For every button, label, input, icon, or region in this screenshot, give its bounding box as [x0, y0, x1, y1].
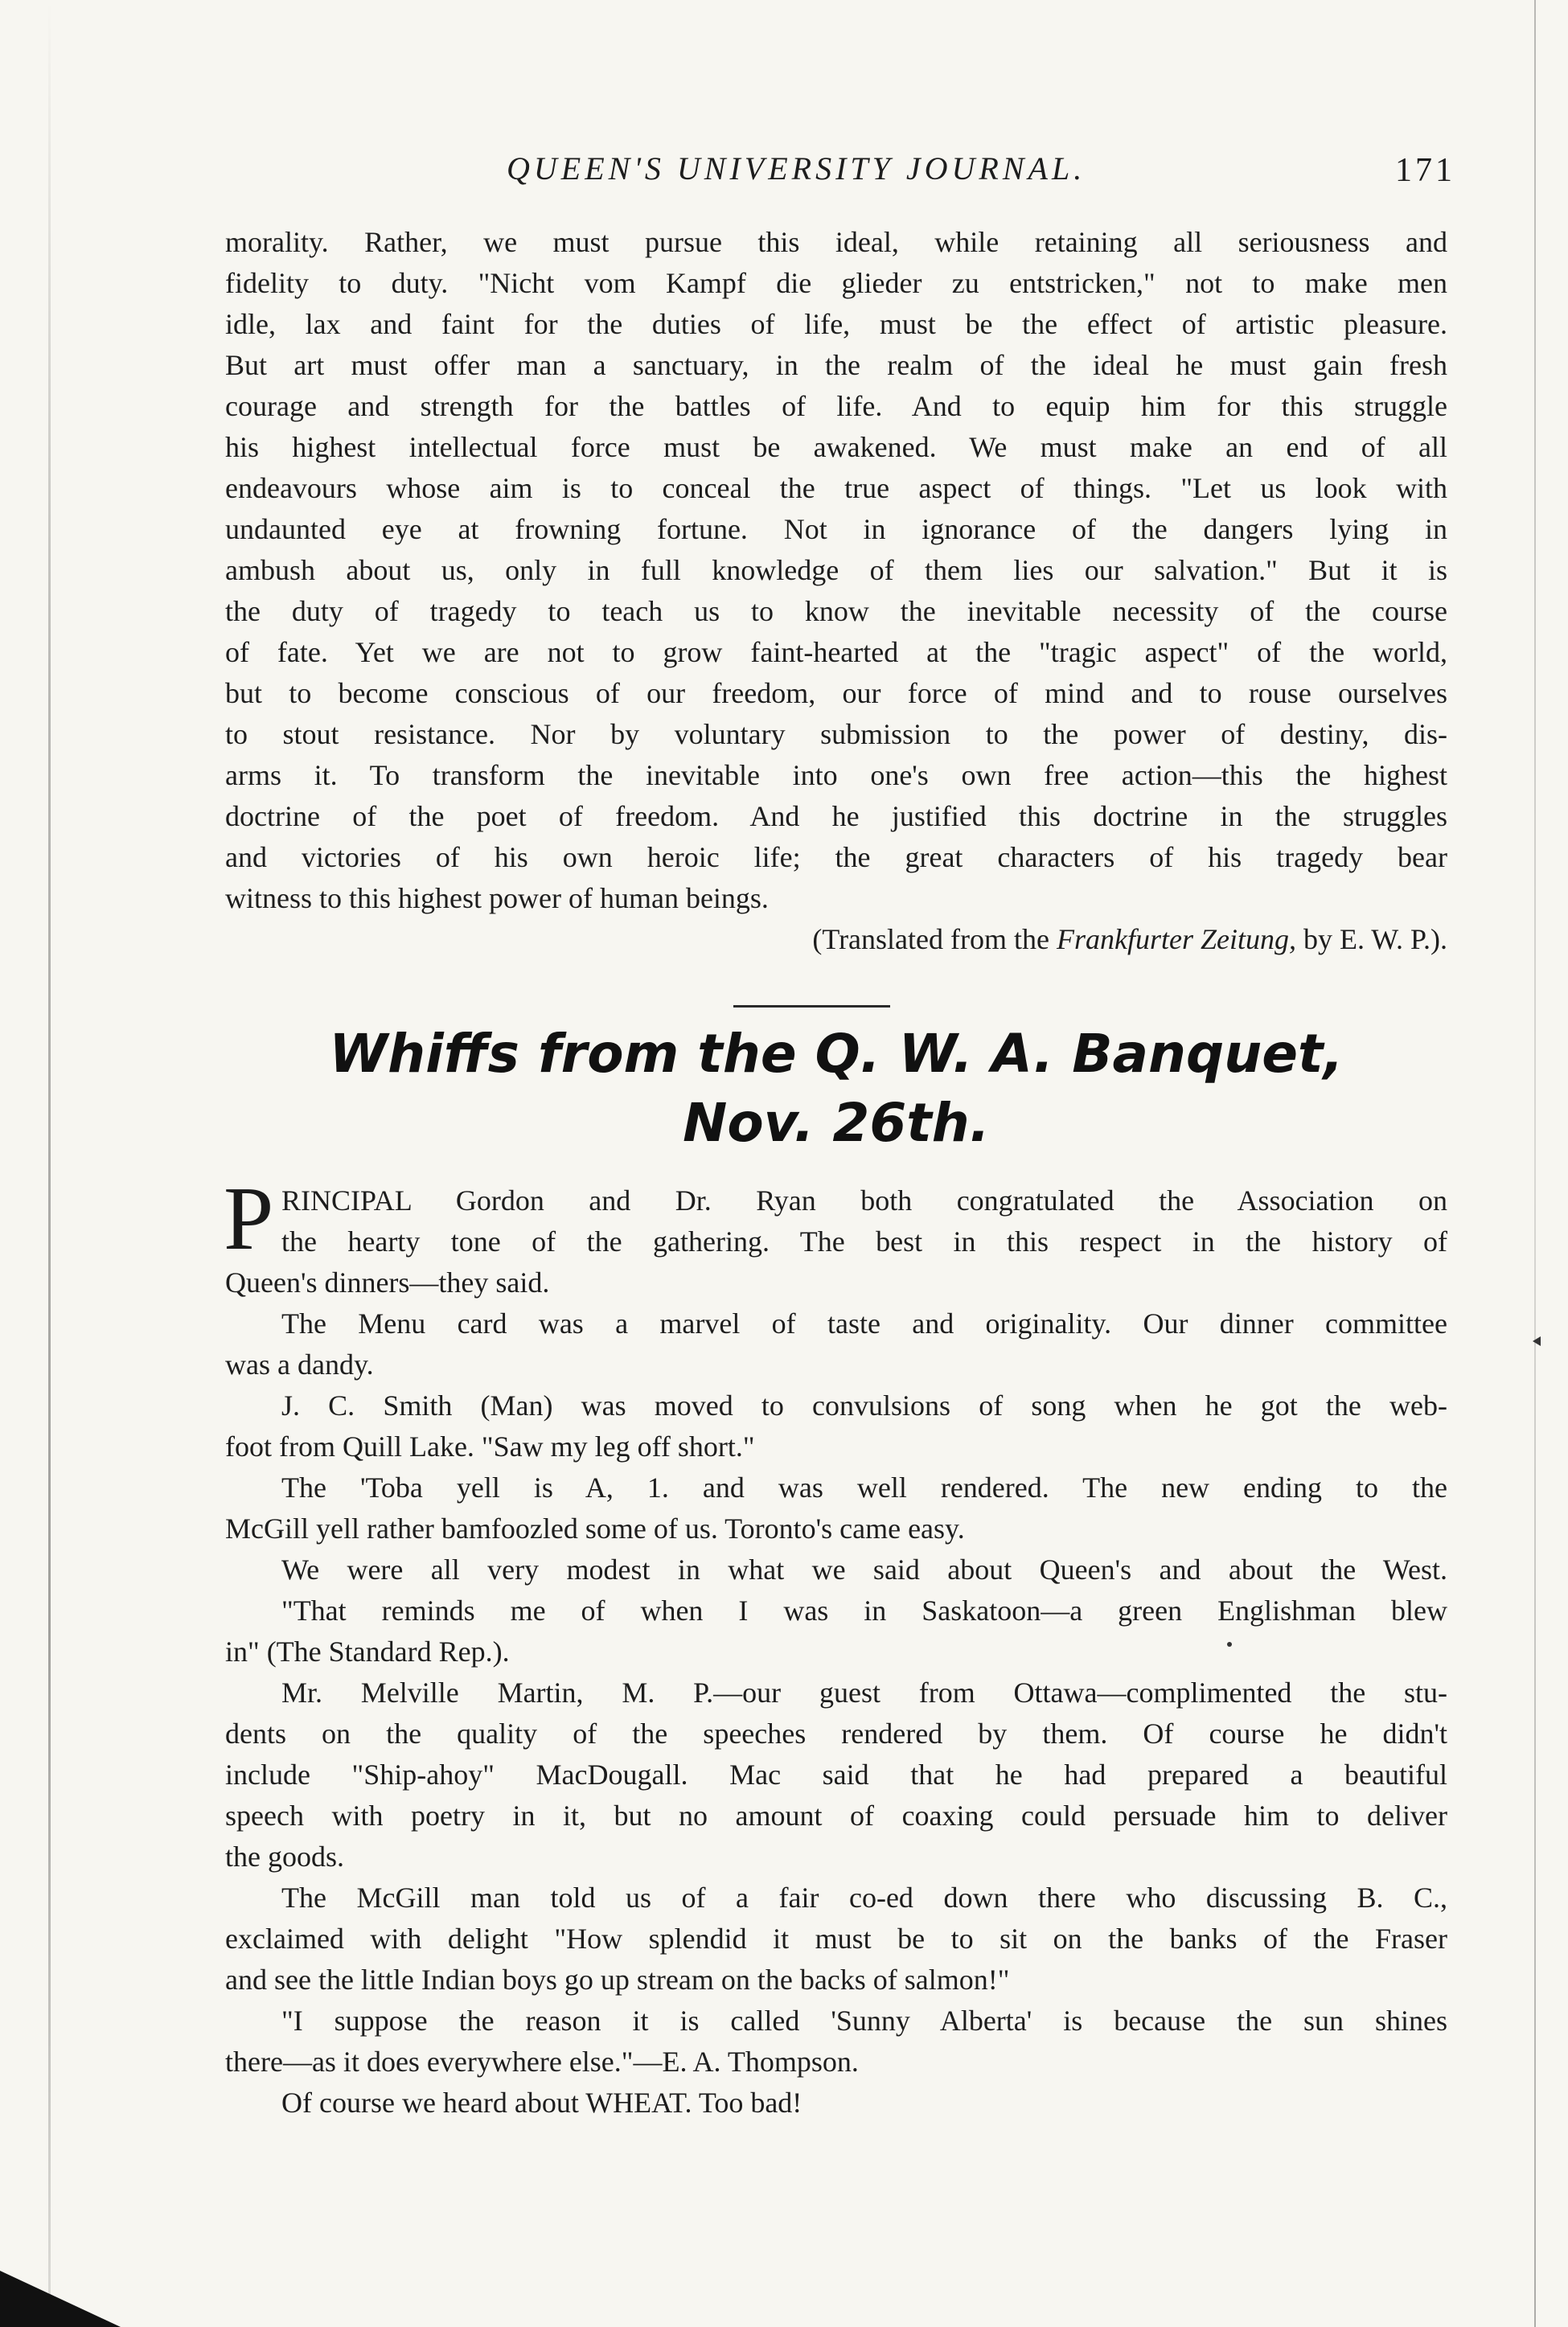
- continued-line: of fate. Yet we are not to grow faint-hearted at the "tragic aspect" of the world,: [225, 636, 1447, 668]
- credit-prefix: (Translated from the: [812, 923, 1057, 955]
- article-line: speech with poetry in it, but no amount of coaxing could persuade him to deliver: [225, 1800, 1447, 1832]
- drop-cap: P: [224, 1169, 274, 1269]
- continued-line: ambush about us, only in full knowledge of them lies our salvation." But it is: [225, 554, 1447, 586]
- article-line: The 'Toba yell is A, 1. and was well rendered. The new ending to the: [281, 1471, 1447, 1504]
- article-line: was a dandy.: [225, 1348, 374, 1381]
- article-line: We were all very modest in what we said about Queen's and about the West.: [281, 1553, 1447, 1586]
- continued-line: doctrine of the poet of freedom. And he justified this doctrine in the struggles: [225, 800, 1447, 832]
- article-line: in" (The Standard Rep.).: [225, 1635, 510, 1668]
- translation-credit: [225, 919, 1447, 960]
- article-line: "That reminds me of when I was in Saskatoon—a green Englishman blew: [281, 1594, 1447, 1627]
- continued-line: But art must offer man a sanctuary, in the realm of the ideal he must gain fresh: [225, 349, 1447, 381]
- continued-line: morality. Rather, we must pursue this ideal, while retaining all seriousness and: [225, 226, 1447, 258]
- article-line: include "Ship-ahoy" MacDougall. Mac said that he had prepared a beautiful: [225, 1759, 1447, 1791]
- article-line: McGill yell rather bamfoozled some of us. Toronto's came easy.: [225, 1512, 965, 1545]
- continued-line: to stout resistance. Nor by voluntary submission to the power of destiny, dis-: [225, 718, 1447, 750]
- article-line: foot from Quill Lake. "Saw my leg off short.": [225, 1430, 755, 1463]
- credit-source: Frankfurter Zeitung,: [1056, 923, 1296, 955]
- page-number: 171: [1395, 152, 1455, 189]
- article-headline: [225, 1020, 1447, 1158]
- article-line: Mr. Melville Martin, M. P.—our guest from Ottawa—complimented the stu-: [281, 1677, 1447, 1709]
- article-line-first: RINCIPAL Gordon and Dr. Ryan both congratulated the Association on: [281, 1184, 1447, 1217]
- continued-line: his highest intellectual force must be awakened. We must make an end of all: [225, 431, 1447, 463]
- article-line: The McGill man told us of a fair co-ed down there who discussing B. C.,: [281, 1882, 1447, 1914]
- scan-edge-left: [48, 0, 51, 2327]
- article-line: there—as it does everywhere else."—E. A. Thompson.: [225, 2046, 859, 2078]
- continued-text: [225, 222, 1447, 960]
- continued-line: courage and strength for the battles of life. And to equip him for this struggle: [225, 390, 1447, 422]
- margin-mark: [1533, 1336, 1541, 1346]
- continued-line: and victories of his own heroic life; the great characters of his tragedy bear: [225, 841, 1447, 873]
- continued-line: the duty of tragedy to teach us to know the inevitable necessity of the course: [225, 595, 1447, 627]
- continued-line: undaunted eye at frowning fortune. Not in ignorance of the dangers lying in: [225, 513, 1447, 545]
- article-line: and see the little Indian boys go up stream on the backs of salmon!": [225, 1964, 1010, 1996]
- article-line: The Menu card was a marvel of taste and originality. Our dinner committee: [281, 1307, 1447, 1340]
- article-line: exclaimed with delight "How splendid it must be to sit on the banks of the Fraser: [225, 1923, 1447, 1955]
- ink-speck: [1227, 1642, 1232, 1647]
- article-line: the goods.: [225, 1841, 344, 1873]
- continued-line: endeavours whose aim is to conceal the true aspect of things. "Let us look with: [225, 472, 1447, 504]
- running-title: QUEEN'S UNIVERSITY JOURNAL.: [507, 150, 1086, 187]
- credit-suffix: by E. W. P.).: [1295, 923, 1447, 955]
- continued-line: arms it. To transform the inevitable into one's own free action—this the highest: [225, 759, 1447, 791]
- running-head: [225, 145, 1455, 201]
- continued-line: witness to this highest power of human beings.: [225, 882, 769, 914]
- article-line: the hearty tone of the gathering. The best in this respect in the history of: [281, 1225, 1447, 1258]
- article-line: dents on the quality of the speeches rendered by them. Of course he didn't: [225, 1718, 1447, 1750]
- article-line: Of course we heard about WHEAT. Too bad!: [281, 2087, 802, 2119]
- scan-edge-right: [1534, 0, 1536, 2327]
- continued-line: fidelity to duty. "Nicht vom Kampf die glieder zu entstricken," not to make men: [225, 267, 1447, 299]
- headline-line-2: Nov. 26th.: [683, 1092, 990, 1154]
- scan-corner-shadow: [0, 2271, 121, 2327]
- article-line: J. C. Smith (Man) was moved to convulsions of song when he got the web-: [281, 1389, 1447, 1422]
- article-body: [225, 1180, 1447, 2124]
- section-rule: [733, 1005, 890, 1008]
- continued-line: but to become conscious of our freedom, our force of mind and to rouse ourselves: [225, 677, 1447, 709]
- headline-line-1: Whiffs from the Q. W. A. Banquet,: [329, 1023, 1344, 1085]
- article-line: "I suppose the reason it is called 'Sunny Alberta' is because the sun shines: [281, 2005, 1447, 2037]
- continued-line: idle, lax and faint for the duties of life, must be the effect of artistic pleasure.: [225, 308, 1447, 340]
- article-line: Queen's dinners—they said.: [225, 1266, 550, 1299]
